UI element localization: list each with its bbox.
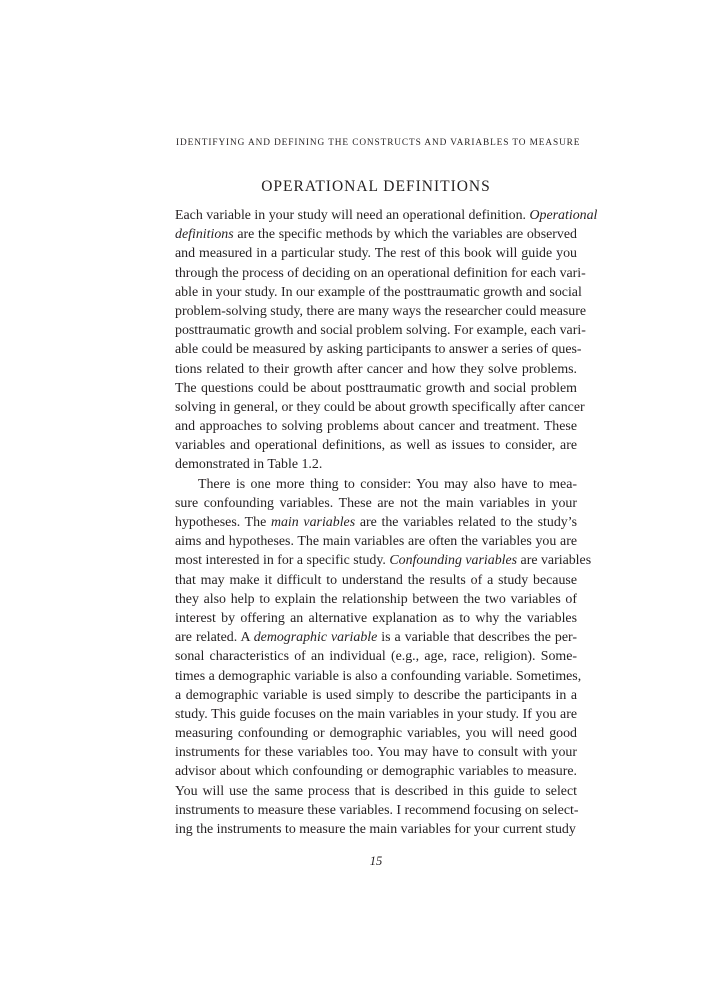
italic-term: Confounding variables bbox=[389, 553, 518, 569]
text-run: The questions could be about posttraumatic growth and social problem bbox=[175, 380, 577, 396]
text-run: solving in general, or they could be about growth specifically after cancer bbox=[175, 399, 585, 415]
text-run: Each variable in your study will need an operational definition. bbox=[175, 208, 530, 223]
text-line bbox=[175, 724, 577, 743]
text-line bbox=[175, 360, 577, 379]
italic-term: main variables bbox=[270, 515, 356, 530]
text-line bbox=[175, 455, 577, 474]
text-run: and measured in a particular study. The rest of this book will guide you bbox=[175, 246, 577, 262]
text-line bbox=[175, 762, 577, 781]
text-line bbox=[175, 398, 585, 417]
text-run: are variables bbox=[517, 553, 592, 569]
text-run: measuring confounding or demographic variables, you will need good bbox=[175, 726, 577, 742]
text-line bbox=[175, 628, 577, 647]
text-run: sonal characteristics of an individual (e.g., age, race, religion). Some- bbox=[175, 649, 577, 665]
running-head: IDENTIFYING AND DEFINING THE CONSTRUCTS AND VARIABLES TO MEASURE bbox=[176, 138, 581, 148]
text-run: ing the instruments to measure the main variables for your current study bbox=[175, 822, 576, 837]
text-run: and approaches to solving problems about cancer and treatment. These bbox=[175, 419, 577, 435]
text-run: through the process of deciding on an operational definition for each vari- bbox=[175, 265, 586, 281]
paragraph-2 bbox=[175, 475, 592, 840]
section-title: OPERATIONAL DEFINITIONS bbox=[261, 178, 491, 195]
text-line bbox=[175, 571, 577, 590]
text-run: variables and operational definitions, as well as issues to consider, are bbox=[175, 438, 577, 454]
text-run: posttraumatic growth and social problem solving. For example, each vari- bbox=[175, 323, 586, 339]
text-run: are related. A bbox=[175, 630, 254, 646]
text-line bbox=[175, 551, 592, 570]
italic-term: demographic variable bbox=[253, 630, 378, 646]
text-line bbox=[175, 283, 582, 302]
text-run: advisor about which confounding or demographic variables to measure. bbox=[175, 764, 577, 780]
text-line bbox=[175, 379, 577, 398]
text-run: hypotheses. The bbox=[175, 515, 271, 530]
text-run: times a demographic variable is also a confounding variable. Sometimes, bbox=[175, 668, 582, 684]
text-run: There is one more thing to consider: You may also have to mea- bbox=[198, 476, 577, 492]
text-line bbox=[175, 436, 577, 455]
paragraph-1 bbox=[175, 206, 598, 475]
text-line bbox=[175, 532, 577, 551]
text-run: tions related to their growth after cancer and how they solve problems. bbox=[175, 361, 577, 377]
italic-term: definitions bbox=[175, 227, 234, 243]
text-run: interest by offering an alternative explanation as to why the variables bbox=[175, 610, 577, 626]
text-line bbox=[175, 686, 577, 705]
text-run: they also help to explain the relationship between the two variables of bbox=[175, 591, 577, 607]
body-text bbox=[175, 206, 598, 839]
text-line bbox=[175, 513, 577, 532]
text-line bbox=[175, 609, 577, 628]
text-run: problem-solving study, there are many ways the researcher could measure bbox=[175, 303, 587, 319]
text-line bbox=[175, 321, 586, 340]
text-run: sure confounding variables. These are not the main variables in your bbox=[175, 495, 577, 511]
text-line bbox=[175, 494, 577, 513]
text-line bbox=[175, 820, 577, 839]
text-run: able could be measured by asking participants to answer a series of ques- bbox=[175, 342, 582, 358]
text-line bbox=[175, 801, 577, 820]
text-run: aims and hypotheses. The main variables are often the variables you are bbox=[175, 534, 577, 550]
text-line bbox=[175, 264, 586, 283]
text-run: most interested in for a specific study. bbox=[175, 553, 390, 569]
text-line bbox=[175, 206, 598, 225]
text-line bbox=[175, 743, 577, 762]
text-run: demonstrated in Table 1.2. bbox=[175, 457, 323, 473]
italic-term: Operational bbox=[529, 208, 598, 223]
text-line bbox=[175, 302, 587, 321]
text-line bbox=[175, 244, 577, 263]
text-run: able in your study. In our example of the posttraumatic growth and social bbox=[175, 284, 582, 300]
text-line bbox=[175, 667, 582, 686]
text-run: are the variables related to the study’s bbox=[355, 515, 578, 530]
text-run: are the specific methods by which the variables are observed bbox=[233, 227, 577, 243]
text-line bbox=[175, 475, 577, 494]
text-line bbox=[175, 782, 577, 801]
text-run: study. This guide focuses on the main variables in your study. If you are bbox=[175, 706, 577, 722]
text-run: instruments for these variables too. You may have to consult with your bbox=[175, 745, 577, 761]
text-line bbox=[175, 417, 577, 436]
page-number: 15 bbox=[369, 854, 383, 868]
text-line bbox=[175, 340, 582, 359]
text-run: instruments to measure these variables. I recommend focusing on select- bbox=[175, 802, 579, 818]
text-line bbox=[175, 705, 577, 724]
text-line bbox=[175, 225, 577, 244]
text-line bbox=[175, 647, 577, 666]
text-run: is a variable that describes the per- bbox=[377, 630, 577, 646]
text-line bbox=[175, 590, 577, 609]
text-run: that may make it difficult to understand the results of a study because bbox=[175, 572, 577, 588]
text-run: You will use the same process that is described in this guide to select bbox=[175, 783, 577, 799]
text-run: a demographic variable is used simply to describe the participants in a bbox=[175, 687, 577, 703]
